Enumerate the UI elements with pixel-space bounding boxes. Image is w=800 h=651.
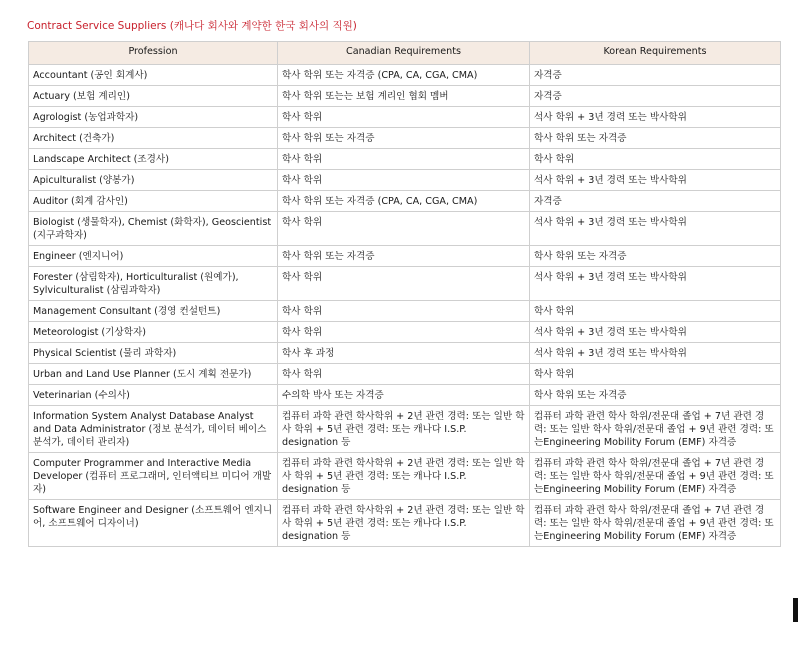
cell-korean: 석사 학위 + 3년 경력 또는 박사학위: [530, 343, 781, 364]
cell-korean: 자격증: [530, 65, 781, 86]
table-row: [29, 149, 781, 170]
cell-profession: Information System Analyst Database Analyst and Data Administrator (정보 분석가, 데이터 베이스 분석가, 데이터 관리자): [29, 406, 278, 453]
cell-canadian: 학사 학위: [278, 301, 530, 322]
cell-canadian: 컴퓨터 과학 관련 학사학위 + 2년 관련 경력: 또는 일반 학사 학위 + 5년 관련 경력: 또는 캐나다 I.S.P. designation 등: [278, 500, 530, 547]
cell-korean: 학사 학위 또는 자격증: [530, 385, 781, 406]
cell-canadian: 학사 학위 또는 자격증 (CPA, CA, CGA, CMA): [278, 65, 530, 86]
cell-profession: Computer Programmer and Interactive Media Developer (컴퓨터 프로그래머, 인터액티브 미디어 개발자): [29, 453, 278, 500]
cell-canadian: 학사 학위 또는 자격증: [278, 128, 530, 149]
cell-profession: Forester (삼림학자), Horticulturalist (원예가), Sylviculturalist (삼림과학자): [29, 267, 278, 301]
cell-profession: Architect (건축가): [29, 128, 278, 149]
cell-profession: Auditor (회계 감사인): [29, 191, 278, 212]
cell-profession: Apiculturalist (양봉가): [29, 170, 278, 191]
cell-profession: Actuary (보험 계리인): [29, 86, 278, 107]
requirements-table: [28, 41, 781, 547]
cell-profession: Urban and Land Use Planner (도시 계획 전문가): [29, 364, 278, 385]
table-row: [29, 322, 781, 343]
cell-canadian: 학사 학위: [278, 322, 530, 343]
table-row: [29, 170, 781, 191]
cell-korean: 학사 학위 또는 자격증: [530, 128, 781, 149]
cell-canadian: 학사 학위: [278, 212, 530, 246]
table-row: [29, 212, 781, 246]
cell-korean: 석사 학위 + 3년 경력 또는 박사학위: [530, 322, 781, 343]
table-row: [29, 385, 781, 406]
table-row: [29, 246, 781, 267]
cell-canadian: 학사 학위: [278, 149, 530, 170]
cell-canadian: 학사 학위: [278, 364, 530, 385]
table-row: [29, 267, 781, 301]
table-row: [29, 107, 781, 128]
table-row: [29, 406, 781, 453]
cell-profession: Meteorologist (기상학자): [29, 322, 278, 343]
cell-korean: 학사 학위: [530, 364, 781, 385]
cell-profession: Biologist (생물학자), Chemist (화학자), Geoscientist (지구과학자): [29, 212, 278, 246]
cell-profession: Landscape Architect (조경사): [29, 149, 278, 170]
scroll-marker: [793, 598, 798, 622]
cell-canadian: 컴퓨터 과학 관련 학사학위 + 2년 관련 경력: 또는 일반 학사 학위 + 5년 관련 경력: 또는 캐나다 I.S.P. designation 등: [278, 406, 530, 453]
cell-korean: 컴퓨터 과학 관련 학사 학위/전문대 졸업 + 7년 관련 경력: 또는 일반 학사 학위/전문대 졸업 + 9년 관련 경력: 또는Engineering Mobility Forum (EMF) 자격증: [530, 500, 781, 547]
cell-korean: 자격증: [530, 86, 781, 107]
cell-canadian: 학사 학위 또는 자격증: [278, 246, 530, 267]
cell-profession: Accountant (공인 회계사): [29, 65, 278, 86]
cell-canadian: 수의학 박사 또는 자격증: [278, 385, 530, 406]
document-title: Contract Service Suppliers (캐나다 회사와 계약한 한국 회사의 직원): [27, 20, 357, 32]
cell-korean: 석사 학위 + 3년 경력 또는 박사학위: [530, 107, 781, 128]
cell-korean: 석사 학위 + 3년 경력 또는 박사학위: [530, 170, 781, 191]
cell-canadian: 학사 학위: [278, 107, 530, 128]
header-canadian-requirements: Canadian Requirements: [278, 42, 530, 65]
table-row: [29, 364, 781, 385]
cell-canadian: 학사 학위 또는는 보험 계리인 협회 멤버: [278, 86, 530, 107]
cell-canadian: 학사 학위 또는 자격증 (CPA, CA, CGA, CMA): [278, 191, 530, 212]
table-row: [29, 343, 781, 364]
cell-korean: 컴퓨터 과학 관련 학사 학위/전문대 졸업 + 7년 관련 경력: 또는 일반 학사 학위/전문대 졸업 + 9년 관련 경력: 또는Engineering Mobility Forum (EMF) 자격증: [530, 453, 781, 500]
table-row: [29, 191, 781, 212]
cell-profession: Physical Scientist (물리 과학자): [29, 343, 278, 364]
cell-profession: Engineer (엔지니어): [29, 246, 278, 267]
table-row: [29, 500, 781, 547]
cell-korean: 석사 학위 + 3년 경력 또는 박사학위: [530, 212, 781, 246]
table-header-row: [29, 42, 781, 65]
table-row: [29, 301, 781, 322]
cell-profession: Software Engineer and Designer (소프트웨어 엔지니어, 소프트웨어 디자이너): [29, 500, 278, 547]
cell-korean: 석사 학위 + 3년 경력 또는 박사학위: [530, 267, 781, 301]
table-row: [29, 65, 781, 86]
cell-korean: 학사 학위: [530, 149, 781, 170]
table-row: [29, 453, 781, 500]
cell-korean: 컴퓨터 과학 관련 학사 학위/전문대 졸업 + 7년 관련 경력: 또는 일반 학사 학위/전문대 졸업 + 9년 관련 경력: 또는Engineering Mobility Forum (EMF) 자격증: [530, 406, 781, 453]
table-row: [29, 128, 781, 149]
cell-canadian: 학사 후 과정: [278, 343, 530, 364]
cell-korean: 학사 학위 또는 자격증: [530, 246, 781, 267]
cell-korean: 자격증: [530, 191, 781, 212]
cell-profession: Veterinarian (수의사): [29, 385, 278, 406]
table-row: [29, 86, 781, 107]
cell-canadian: 컴퓨터 과학 관련 학사학위 + 2년 관련 경력: 또는 일반 학사 학위 + 5년 관련 경력: 또는 캐나다 I.S.P. designation 등: [278, 453, 530, 500]
cell-profession: Agrologist (농업과학자): [29, 107, 278, 128]
header-korean-requirements: Korean Requirements: [530, 42, 781, 65]
header-profession: Profession: [29, 42, 278, 65]
cell-canadian: 학사 학위: [278, 170, 530, 191]
cell-korean: 학사 학위: [530, 301, 781, 322]
cell-profession: Management Consultant (경영 컨설턴트): [29, 301, 278, 322]
cell-canadian: 학사 학위: [278, 267, 530, 301]
